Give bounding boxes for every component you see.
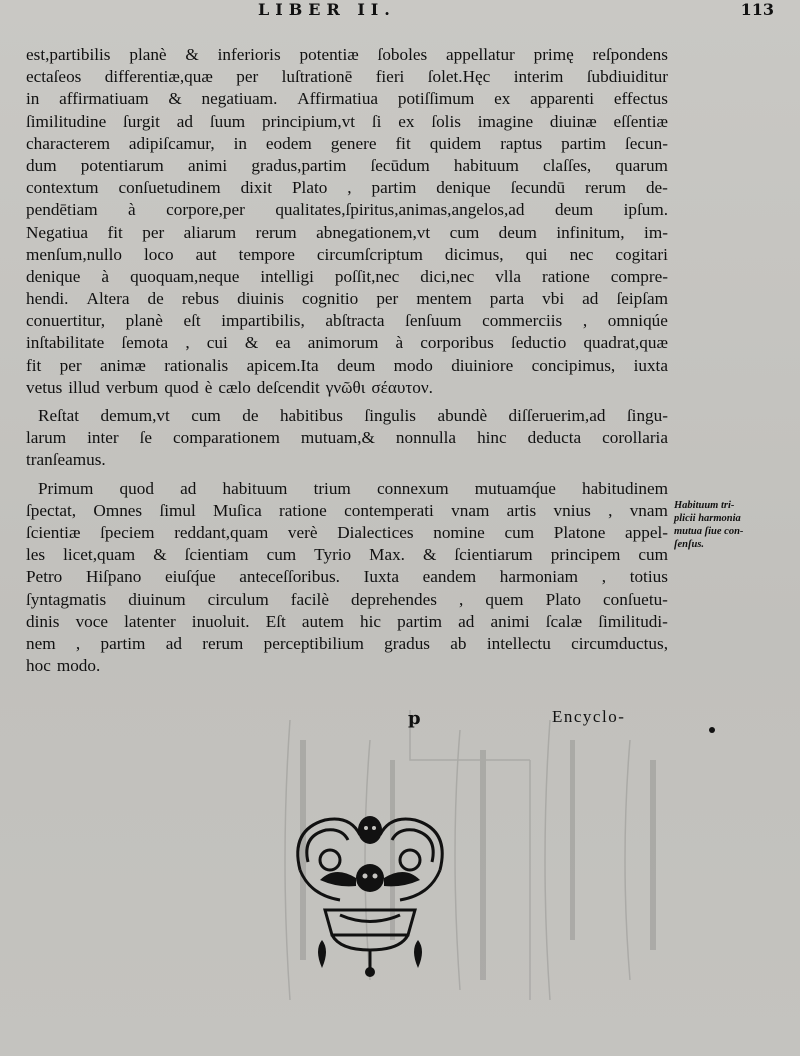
text-line: hendi. Altera de rebus diuinis cognitio per mentem parta vbi ad ſeipſam xyxy=(26,289,668,309)
text-line: Reſtat demum,vt cum de habitibus ſingulis abundè diſſeruerim,ad ſingu- xyxy=(38,406,668,425)
text-line: larum inter ſe comparationem mutuam,& nonnulla hinc deducta corollaria xyxy=(26,428,668,448)
text-line: nem , partim ad rerum perceptibilium gradus ab intellectu circumductus, xyxy=(26,633,668,653)
text-line: ſimilitudine ſurgit ad ſuum principium,vt ſi ex ſolis imagine diuinæ eſſentiæ xyxy=(26,111,668,131)
text-line: dum potentiarum animi gradus,partim ſecūdum habituum claſſes, quarum xyxy=(26,155,668,175)
text-line: in affirmatiuam & negatiuam. Affirmatiua potiſſimum ex apparenti effectus xyxy=(26,89,668,109)
tailpiece-ornament-icon xyxy=(280,800,460,980)
catchword: Encyclo- xyxy=(552,707,626,726)
text-line: ſpectat, Omnes ſimul Muſica ratione contemperati vnam artis vnius , vnam xyxy=(26,500,668,520)
text-line: ſyntagmatis diuinum circulum facilè deprehendes , quem Plato conſuetu- xyxy=(26,589,668,609)
text-line: conuertitur, planè eſt impartibilis, abſtracta ſenſuum commerciis , omniqúe xyxy=(26,311,668,331)
margin-note-line: Habituum tri- xyxy=(674,500,735,511)
margin-note-line: mutua ſiue con- xyxy=(674,526,744,537)
text-line: pendētiam à corpore,per qualitates,ſpiritus,animas,angelos,ad deum ipſum. xyxy=(26,200,668,220)
text-line: fit per animæ rationalis apicem.Ita deum modo diuiniore concipimus, iuxta xyxy=(26,355,668,375)
text-line: Negatiua fit per aliarum rerum abnegationem,vt cum deum infinitum, im- xyxy=(26,222,668,242)
text-line: tranſeamus. xyxy=(26,450,106,470)
text-line: Primum quod ad habituum trium connexum mutuamq́ue habitudinem xyxy=(38,478,668,498)
page-number: 113 xyxy=(740,0,774,19)
text-line: Petro Hiſpano eiuſq́ue anteceſſoribus. Iuxta eandem harmoniam , totius xyxy=(26,567,668,587)
body-text xyxy=(26,44,668,677)
text-line: ectaſeos differentiæ,quæ per luſtrationē fieri ſolet.Hęc interim ſubdiuiditur xyxy=(26,67,668,87)
text-line: est,partibilis planè & inferioris potentiæ ſoboles appellatur primę reſpondens xyxy=(26,45,668,64)
text-line: inſtabilitate ſemota , cui & ea animorum à corporibus ſeductio quadrat,quæ xyxy=(26,333,668,353)
text-line: characterem adipiſcamur, in eodem genere fit quidem raptus partim ſecun- xyxy=(26,133,668,153)
text-line: denique à quoquam,neque intelligi poſſit,nec dici,nec vlla ratione compre- xyxy=(26,266,668,286)
text-line: menſum,nullo loco aut tempore circumſcriptum dicimus, qui nec cogitari xyxy=(26,244,668,264)
text-line: vetus illud verbum quod è cælo deſcendit γνῶθι σέαυτον. xyxy=(26,377,433,397)
text-line: hoc modo. xyxy=(26,656,101,676)
text-line: dinis voce latenter inuoluit. Eſt autem hic partim ad animi ſcalæ ſimilitudi- xyxy=(26,611,668,631)
signature-mark: p xyxy=(408,708,421,729)
text-line: ſcientiæ ſpeciem reddant,quam verè Dialectices nomine cum Platone appel- xyxy=(26,522,668,542)
text-line: les licet,quam & ſcientiam cum Tyrio Max. & ſcientiarum principem cum xyxy=(26,545,668,565)
margin-note-line: plicii harmonia xyxy=(674,513,741,524)
running-head: LIBER II. xyxy=(258,0,396,19)
margin-note xyxy=(674,499,784,551)
page-header xyxy=(0,0,800,40)
margin-note-line: ſenſus. xyxy=(674,539,705,550)
ink-dot xyxy=(709,727,715,733)
text-line: contextum conſuetudinem dixit Plato , partim denique ſecundū rerum de- xyxy=(26,178,668,198)
